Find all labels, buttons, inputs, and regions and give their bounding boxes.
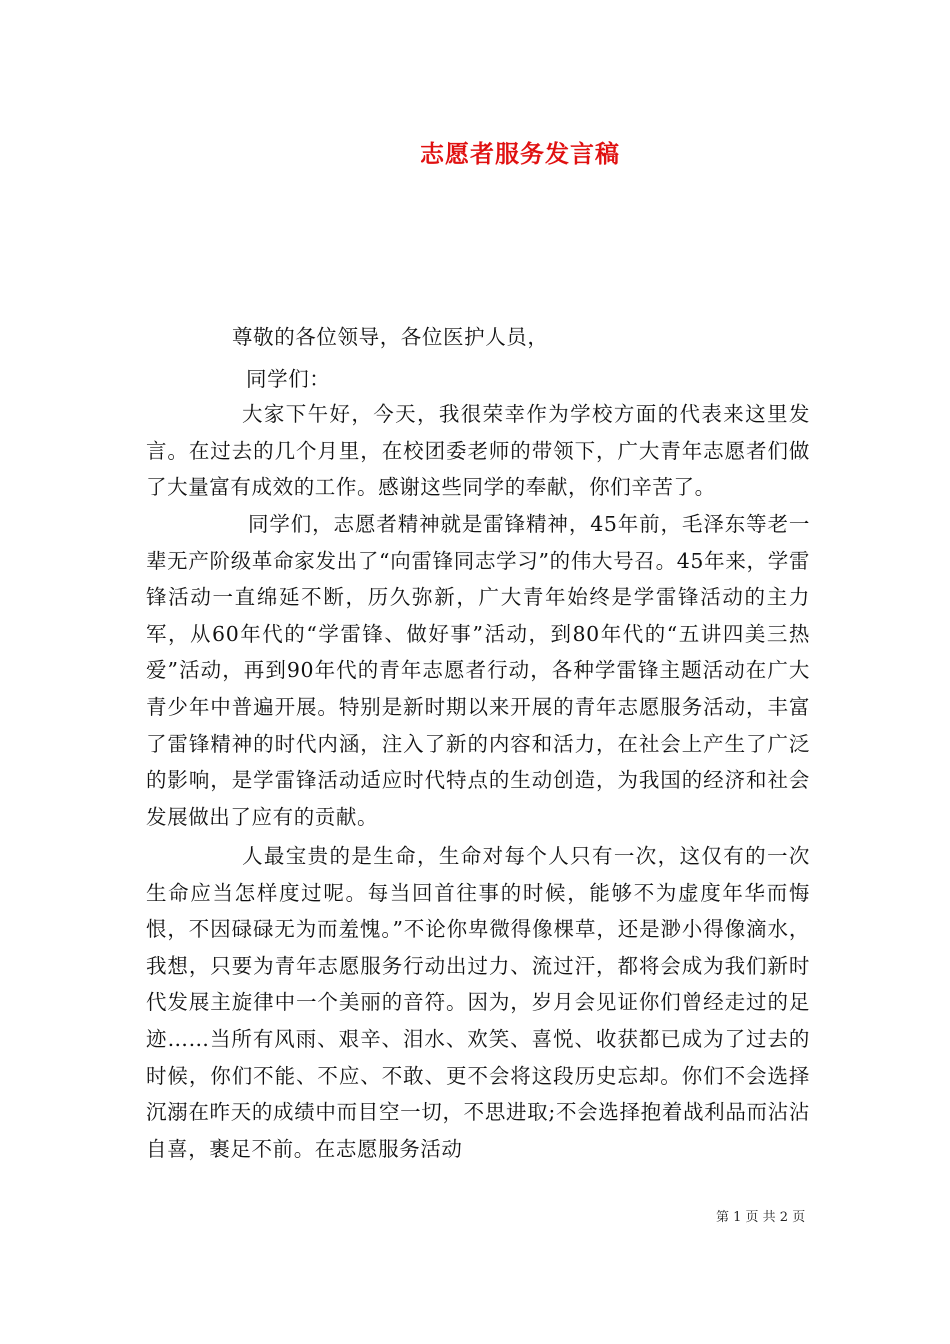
paragraph-1: 大家下午好，今天，我很荣幸作为学校方面的代表来这里发言。在过去的几个月里，在校团委老师的带领下，广大青年志愿者们做了大量富有成效的工作。感谢这些同学的奉献，你们辛苦了。 <box>146 402 810 500</box>
salutation-line-2: 同学们： <box>246 367 331 391</box>
page-footer: 第 1 页 共 2 页 <box>716 1210 806 1225</box>
salutation-line-1: 尊敬的各位领导，各位医护人员， <box>232 325 549 349</box>
document-title: 志愿者服务发言稿 <box>420 140 620 168</box>
paragraph-3: 人最宝贵的是生命，生命对每个人只有一次，这仅有的一次生命应当怎样度过呢。每当回首往事的时候，能够不为虚度年华而悔恨，不因碌碌无为而羞愧。”不论你卑微得像棵草，还是渺小得像滴水，我想，只要为青年志愿服务行动出过力、流过汗，都将会成为我们新时代发展主旋律中一个美丽的音符。因为，岁月会见证你们曾经走过的足迹……当所有风雨、艰辛、泪水、欢笑、喜悦、收获都已成为了过去的时候，你们不能、不应、不敢、更不会将这段历史忘却。你们不会选择沉溺在昨天的成绩中而目空一切，不思进取;不会选择抱着战利品而沾沾自喜，裹足不前。在志愿服务活动 <box>146 844 810 1161</box>
paragraph-2: 同学们，志愿者精神就是雷锋精神，45年前，毛泽东等老一辈无产阶级革命家发出了“向雷锋同志学习”的伟大号召。45年来，学雷锋活动一直绵延不断，历久弥新，广大青年始终是学雷锋活动的主力军，从60年代的“学雷锋、做好事”活动，到80年代的“五讲四美三热爱”活动，再到90年代的青年志愿者行动，各种学雷锋主题活动在广大青少年中普遍开展。特别是新时期以来开展的青年志愿服务活动，丰富了雷锋精神的时代内涵，注入了新的内容和活力，在社会上产生了广泛的影响，是学雷锋活动适应时代特点的生动创造，为我国的经济和社会发展做出了应有的贡献。 <box>146 512 811 829</box>
